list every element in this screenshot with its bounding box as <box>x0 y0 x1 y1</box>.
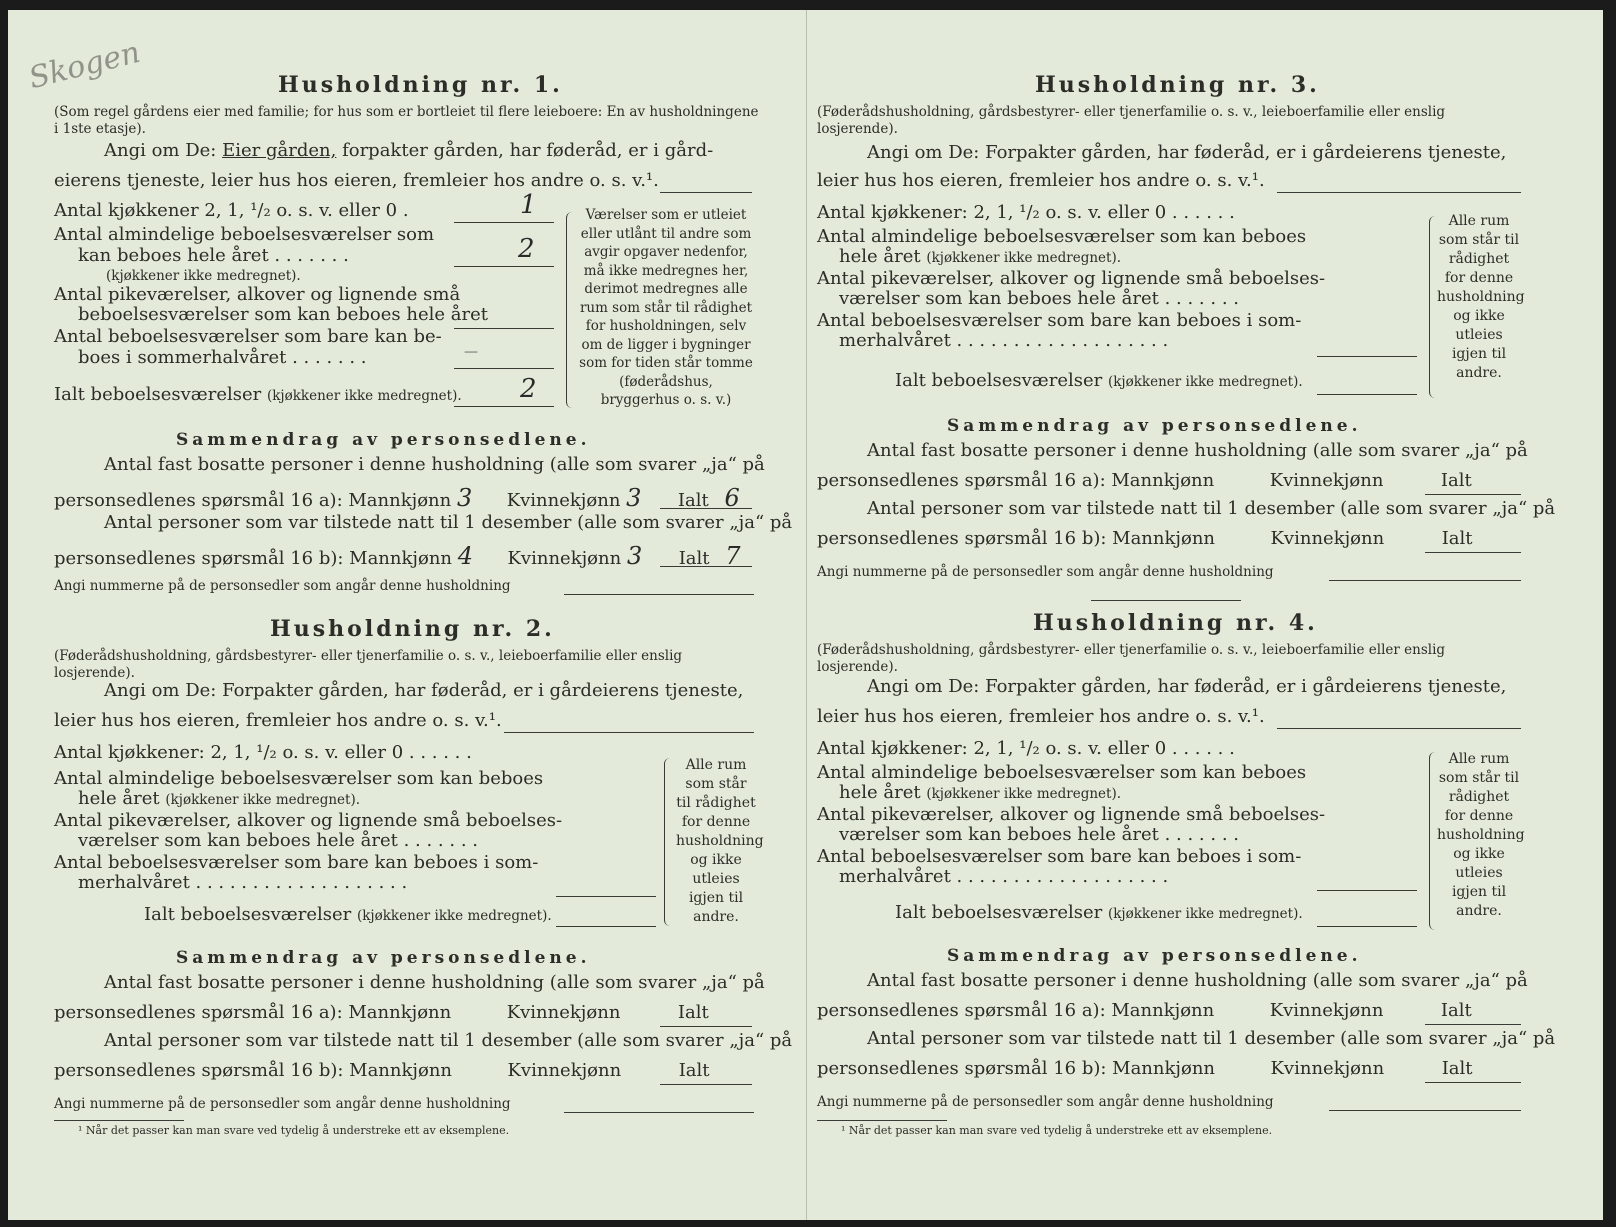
angi-answer-line <box>1277 728 1521 729</box>
angi-line-1: Angi om De: Forpakter gården, har føderåd, er i gårdeierens tjeneste, <box>867 142 1507 163</box>
summary-16b-text: Antal personer som var tilstede natt til 1 desember (alle som svarer „ja“ på <box>867 498 1556 519</box>
summary-16b-text: Antal personer som var tilstede natt til 1 desember (alle som svarer „ja“ på <box>867 1028 1556 1049</box>
summary-16a-kvinne-label: Kvinnekjønn <box>1269 1000 1384 1021</box>
summary-16a-ialt-label: Ialt <box>677 490 709 511</box>
alm-note: (kjøkkener ikke medregnet). <box>926 786 1122 802</box>
nummer-label: Angi nummerne på de personsedler som angår denne husholdning <box>54 1096 511 1112</box>
kjokken-label: Antal kjøkkener 2, 1, ¹/₂ o. s. v. eller 0 . <box>54 200 409 221</box>
angi-label <box>104 140 713 161</box>
ialt-line <box>556 926 656 927</box>
ialt-label: Ialt beboelsesværelser <box>895 370 1103 391</box>
sommer-label-2: merhalvåret . . . . . . . . . . . . . . . . . . . <box>839 866 1169 887</box>
ialt-note: (kjøkkener ikke medregnet). <box>1107 906 1303 922</box>
summary-16a-line <box>660 1026 752 1027</box>
alm-label-2 <box>78 788 360 809</box>
household-2-note: (Føderådshusholdning, gårdsbestyrer- eller tjenerfamilie o. s. v., leieboerfamilie eller enslig losjerende). <box>54 648 683 681</box>
summary-16b-label: personsedlenes spørsmål 16 b): Mannkjønn <box>54 548 453 569</box>
household-4-note: (Føderådshusholdning, gårdsbestyrer- eller tjenerfamilie o. s. v., leieboerfamilie eller enslig losjerende). <box>817 642 1446 675</box>
alm-label-2 <box>839 782 1121 803</box>
angi-answer-line <box>660 192 752 193</box>
alm-label-1: Antal almindelige beboelsesværelser som <box>54 224 435 245</box>
summary-16a-mann: 3 <box>456 484 473 512</box>
nummer-line <box>564 594 754 595</box>
ialt-line <box>454 406 554 407</box>
eier-option-underlined: Eier gården, <box>222 140 337 161</box>
household-4-title: Husholdning nr. 4. <box>1033 610 1318 636</box>
summary-16b-ialt-label: Ialt <box>678 1060 710 1081</box>
summary-16a-row <box>54 1002 709 1023</box>
summary-16b-label: personsedlenes spørsmål 16 b): Mannkjønn <box>817 528 1216 549</box>
sommer-label-1: Antal beboelsesværelser som bare kan beboes i som- <box>817 310 1302 331</box>
summary-16a-label: personsedlenes spørsmål 16 a): Mannkjønn <box>54 490 452 511</box>
pike-line <box>454 328 554 329</box>
right-page <box>806 10 1603 1220</box>
summary-16b-label: personsedlenes spørsmål 16 b): Mannkjønn <box>54 1060 453 1081</box>
alm-note: (kjøkkener ikke medregnet). <box>106 268 301 284</box>
sommer-label-2: merhalvåret . . . . . . . . . . . . . . . . . . . <box>78 872 408 893</box>
angi-line-2: leier hus hos eieren, fremleier hos andre o. s. v.¹. <box>817 706 1265 727</box>
summary-title: Sammendrag av personsedlene. <box>176 948 591 968</box>
pike-label-1: Antal pikeværelser, alkover og lignende små beboelses- <box>817 268 1326 289</box>
alm-label-2: kan beboes hele året . . . . . . . <box>78 245 349 266</box>
pike-label-2: beboelsesværelser som kan beboes hele året <box>78 304 488 325</box>
kjokken-line <box>454 222 554 223</box>
household-1-title: Husholdning nr. 1. <box>278 72 563 98</box>
alm-value: 2 <box>518 234 535 264</box>
sommer-label-1: Antal beboelsesværelser som bare kan beboes i som- <box>817 846 1302 867</box>
ialt-row <box>54 384 462 405</box>
alm-label-1: Antal almindelige beboelsesværelser som kan beboes <box>54 768 544 789</box>
summary-title: Sammendrag av personsedlene. <box>947 416 1362 436</box>
ialt-line <box>1317 926 1417 927</box>
side-note: Alle rum som står til rådighet for denne husholdning og ikke utleies igjen til andre. <box>676 757 764 925</box>
pike-label-1: Antal pikeværelser, alkover og lignende små beboelses- <box>54 810 563 831</box>
alm-label-1: Antal almindelige beboelsesværelser som kan beboes <box>817 762 1307 783</box>
alm-label-2-text: hele året <box>78 788 160 809</box>
side-brace <box>664 758 673 926</box>
nummer-line <box>1329 580 1521 581</box>
summary-16a-kvinne-label: Kvinnekjønn <box>506 1002 621 1023</box>
pike-label-2: værelser som kan beboes hele året . . . . . . . <box>839 288 1239 309</box>
summary-16b-row <box>817 1058 1473 1079</box>
alm-note: (kjøkkener ikke medregnet). <box>926 250 1122 266</box>
angi-line-1: Angi om De: Forpakter gården, har føderåd, er i gårdeierens tjeneste, <box>867 676 1507 697</box>
summary-16a-ialt-label: Ialt <box>677 1002 709 1023</box>
summary-16a-row <box>54 484 764 512</box>
summary-16a-label: personsedlenes spørsmål 16 a): Mannkjønn <box>54 1002 452 1023</box>
sommer-line <box>454 368 554 369</box>
ialt-value: 2 <box>520 374 537 404</box>
pencil-annotation: Skogen <box>25 34 144 97</box>
ialt-row <box>895 370 1303 391</box>
ialt-note: (kjøkkener ikke medregnet). <box>266 388 462 404</box>
angi-answer-line <box>1277 192 1521 193</box>
ialt-row <box>895 902 1303 923</box>
kjokken-label: Antal kjøkkener: 2, 1, ¹/₂ o. s. v. eller 0 . . . . . . <box>54 742 472 763</box>
summary-16a-row <box>817 1000 1472 1021</box>
nummer-label: Angi nummerne på de personsedler som angår denne husholdning <box>817 1094 1274 1110</box>
summary-16a-line <box>660 508 752 509</box>
summary-16a-kvinne-label: Kvinnekjønn <box>506 490 621 511</box>
summary-16a-text: Antal fast bosatte personer i denne husholdning (alle som svarer „ja“ på <box>104 454 765 475</box>
summary-16b-line <box>660 566 752 567</box>
summary-16a-kvinne-label: Kvinnekjønn <box>1269 470 1384 491</box>
section-divider <box>1091 600 1241 601</box>
sommer-label-1: Antal beboelsesværelser som bare kan beboes i som- <box>54 852 539 873</box>
footnote-rule <box>817 1120 947 1121</box>
sommer-label-2: boes i sommerhalvåret . . . . . . . <box>78 347 367 368</box>
nummer-label: Angi nummerne på de personsedler som angår denne husholdning <box>54 578 511 594</box>
summary-16b-text: Antal personer som var tilstede natt til 1 desember (alle som svarer „ja“ på <box>104 512 793 533</box>
alm-label-1: Antal almindelige beboelsesværelser som kan beboes <box>817 226 1307 247</box>
summary-title: Sammendrag av personsedlene. <box>947 946 1362 966</box>
ialt-label: Ialt beboelsesværelser <box>54 384 262 405</box>
sommer-line <box>1317 356 1417 357</box>
angi-answer-line <box>504 732 754 733</box>
summary-16b-row <box>54 1060 710 1081</box>
summary-16b-row <box>817 528 1473 549</box>
sommer-value: — <box>464 344 478 360</box>
pike-label-1: Antal pikeværelser, alkover og lignende små <box>54 284 461 305</box>
alm-note: (kjøkkener ikke medregnet). <box>165 792 361 808</box>
summary-16b-row <box>54 542 765 570</box>
kjokken-label: Antal kjøkkener: 2, 1, ¹/₂ o. s. v. eller 0 . . . . . . <box>817 738 1235 759</box>
footnote-rule <box>54 1120 184 1121</box>
pike-label-2: værelser som kan beboes hele året . . . . . . . <box>839 824 1239 845</box>
angi-line-2: leier hus hos eieren, fremleier hos andre o. s. v.¹. <box>817 170 1265 191</box>
household-2-title: Husholdning nr. 2. <box>270 616 555 642</box>
ialt-note: (kjøkkener ikke medregnet). <box>1107 374 1303 390</box>
summary-16b-ialt-label: Ialt <box>1441 1058 1473 1079</box>
summary-16b-ialt-label: Ialt <box>1441 528 1473 549</box>
summary-title: Sammendrag av personsedlene. <box>176 430 591 450</box>
summary-16a-line <box>1425 494 1521 495</box>
summary-16b-kvinne-label: Kvinnekjønn <box>507 1060 622 1081</box>
summary-16a-ialt: 6 <box>724 484 740 512</box>
summary-16a-ialt-label: Ialt <box>1440 470 1472 491</box>
summary-16a-text: Antal fast bosatte personer i denne husholdning (alle som svarer „ja“ på <box>867 970 1528 991</box>
kjokken-label: Antal kjøkkener: 2, 1, ¹/₂ o. s. v. eller 0 . . . . . . <box>817 202 1235 223</box>
summary-16b-line <box>660 1084 752 1085</box>
side-note: Alle rum som står til rådighet for denne husholdning og ikke utleies igjen til andre. <box>1437 751 1525 919</box>
household-1-note: (Som regel gårdens eier med familie; for hus som er bortleiet til flere leieboere: En av husholdningene i 1ste etasje). <box>54 104 759 137</box>
nummer-label: Angi nummerne på de personsedler som angår denne husholdning <box>817 564 1274 580</box>
ialt-note: (kjøkkener ikke medregnet). <box>356 908 552 924</box>
alm-label-2 <box>839 246 1121 267</box>
summary-16b-kvinne-label: Kvinnekjønn <box>507 548 622 569</box>
angi-line-2: eierens tjeneste, leier hus hos eieren, fremleier hos andre o. s. v.¹. <box>54 170 659 191</box>
angi-rest: forpakter gården, har føderåd, er i gård- <box>342 140 714 161</box>
summary-16a-label: personsedlenes spørsmål 16 a): Mannkjønn <box>817 1000 1215 1021</box>
ialt-line <box>1317 394 1417 395</box>
summary-16b-kvinne-label: Kvinnekjønn <box>1270 528 1385 549</box>
angi-line-1: Angi om De: Forpakter gården, har føderåd, er i gårdeierens tjeneste, <box>104 680 744 701</box>
left-page <box>8 10 806 1220</box>
footnote: ¹ Når det passer kan man svare ved tydelig å understreke ett av eksemplene. <box>78 1124 510 1137</box>
summary-16a-line <box>1425 1024 1521 1025</box>
summary-16b-line <box>1425 552 1521 553</box>
pike-label-1: Antal pikeværelser, alkover og lignende små beboelses- <box>817 804 1326 825</box>
summary-16a-label: personsedlenes spørsmål 16 a): Mannkjønn <box>817 470 1215 491</box>
ialt-label: Ialt beboelsesværelser <box>895 902 1103 923</box>
summary-16b-ialt-label: Ialt <box>678 548 710 569</box>
alm-label-2-text: hele året <box>839 782 921 803</box>
summary-16b-text: Antal personer som var tilstede natt til 1 desember (alle som svarer „ja“ på <box>104 1030 793 1051</box>
sommer-line <box>556 896 656 897</box>
nummer-line <box>564 1112 754 1113</box>
nummer-line <box>1329 1110 1521 1111</box>
sommer-label-2: merhalvåret . . . . . . . . . . . . . . . . . . . <box>839 330 1169 351</box>
household-3-note: (Føderådshusholdning, gårdsbestyrer- eller tjenerfamilie o. s. v., leieboerfamilie eller enslig losjerende). <box>817 104 1446 137</box>
summary-16b-mann: 4 <box>457 542 474 570</box>
summary-16a-row <box>817 470 1472 491</box>
summary-16b-ialt: 7 <box>725 542 741 570</box>
summary-16a-text: Antal fast bosatte personer i denne husholdning (alle som svarer „ja“ på <box>867 440 1528 461</box>
side-brace <box>566 212 575 408</box>
summary-16b-kvinne: 3 <box>626 542 643 570</box>
summary-16b-line <box>1425 1082 1521 1083</box>
side-note: Alle rum som står til rådighet for denne husholdning og ikke utleies igjen til andre. <box>1437 213 1525 381</box>
kjokken-value: 1 <box>520 190 537 220</box>
alm-label-2-text: hele året <box>839 246 921 267</box>
footnote: ¹ Når det passer kan man svare ved tydelig å understreke ett av eksemplene. <box>841 1124 1273 1137</box>
sommer-line <box>1317 890 1417 891</box>
summary-16b-label: personsedlenes spørsmål 16 b): Mannkjønn <box>817 1058 1216 1079</box>
household-3-title: Husholdning nr. 3. <box>1035 72 1320 98</box>
ialt-label: Ialt beboelsesværelser <box>144 904 352 925</box>
angi-prefix: Angi om De: <box>104 140 217 161</box>
side-note: Værelser som er utleiet eller utlånt til andre som avgir opgaver nedenfor, må ikke medregnes her, derimot medregnes alle rum som står til rådighet for husholdningen, selv om de ligger i bygninger som for tiden står tomme (føderådshus, bryggerhus o. s. v.) <box>579 207 753 408</box>
pike-label-2: værelser som kan beboes hele året . . . . . . . <box>78 830 478 851</box>
summary-16b-kvinne-label: Kvinnekjønn <box>1270 1058 1385 1079</box>
angi-line-2: leier hus hos eieren, fremleier hos andre o. s. v.¹. <box>54 710 502 731</box>
summary-16a-text: Antal fast bosatte personer i denne husholdning (alle som svarer „ja“ på <box>104 972 765 993</box>
sommer-label-1: Antal beboelsesværelser som bare kan be- <box>54 326 442 347</box>
summary-16a-kvinne: 3 <box>626 484 642 512</box>
ialt-row <box>144 904 552 925</box>
alm-line <box>454 266 554 267</box>
summary-16a-ialt-label: Ialt <box>1440 1000 1472 1021</box>
